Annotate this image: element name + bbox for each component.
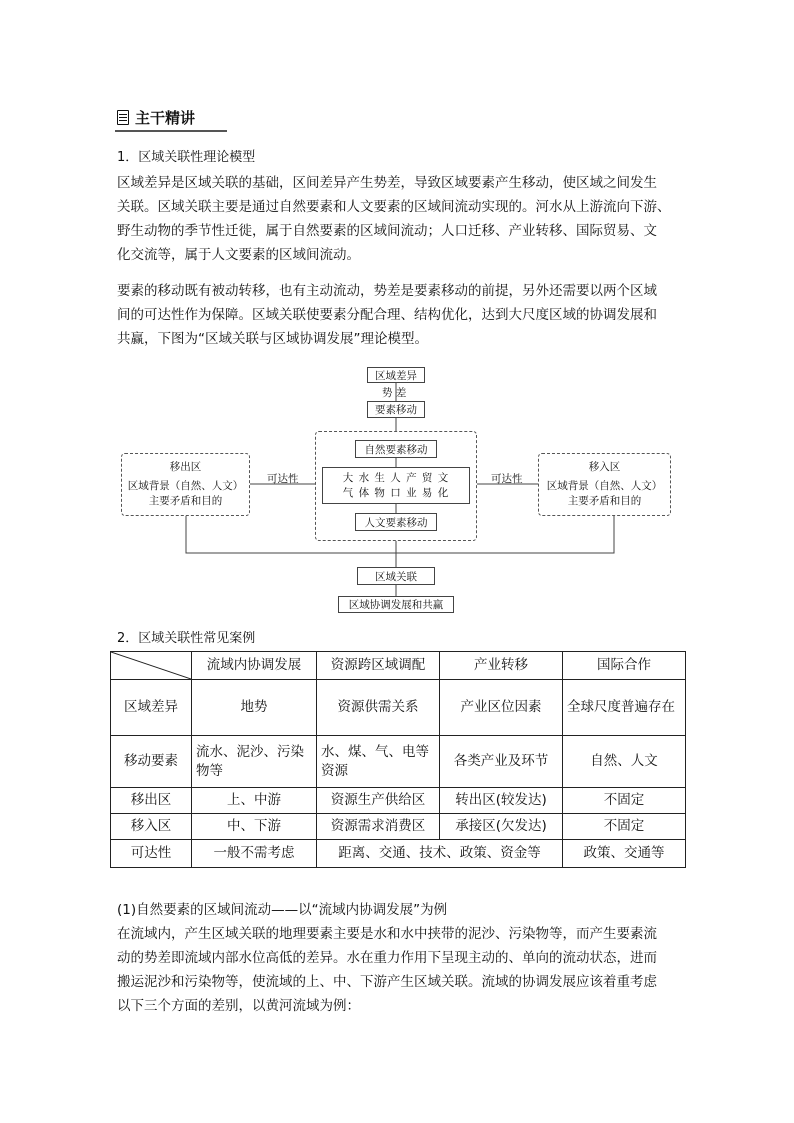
out-region-background: 区域背景（自然、人文） (127, 480, 244, 492)
section-heading (117, 104, 195, 130)
table-cell: 中、下游 (192, 814, 317, 840)
table-cell-merged: 距离、交通、技术、政策、资金等 (317, 840, 563, 868)
out-region-purpose: 主要矛盾和目的 (148, 495, 223, 507)
factors-box (322, 467, 470, 504)
factors-row: 气 体 物 口 业 易 化 (342, 486, 450, 499)
paragraph-line: 关联。区域关联主要是通过自然要素和人文要素的区域间流动实现的。河水从上游流向下游、 (117, 199, 671, 215)
coordinated-development-box: 区域协调发展和共赢 (338, 596, 454, 613)
paragraph-1 (117, 171, 685, 267)
table-row-label: 移入区 (111, 814, 192, 840)
accessibility-label-right: 可达性 (491, 473, 523, 485)
table-header-cell: 流域内协调发展 (192, 652, 317, 680)
table-header-cell: 资源跨区域调配 (317, 652, 440, 680)
table-cell: 资源需求消费区 (317, 814, 440, 840)
table-cell: 承接区(欠发达) (440, 814, 563, 840)
paragraph-line: 以下三个方面的差别，以黄河流域为例： (117, 998, 360, 1014)
factor-group-box (315, 431, 477, 541)
gap-label: 势 差 (382, 387, 407, 399)
table-cell: 资源供需关系 (317, 680, 440, 736)
in-region-purpose: 主要矛盾和目的 (567, 495, 642, 507)
human-move-box: 人文要素移动 (355, 513, 437, 531)
region-difference-box: 区域差异 (367, 367, 425, 383)
region-link-box: 区域关联 (357, 567, 435, 585)
table-corner-cell (111, 652, 192, 680)
in-region-box (538, 453, 671, 516)
in-region-background: 区域背景（自然、人文） (546, 480, 663, 492)
table-row-label: 移动要素 (111, 736, 192, 788)
table-cell: 转出区(较发达) (440, 788, 563, 814)
heading-3: (1)自然要素的区域间流动——以“流域内协调发展”为例 (117, 902, 448, 918)
heading-underline (115, 130, 227, 132)
table-cell: 不固定 (563, 814, 686, 840)
table-cell: 资源生产供给区 (317, 788, 440, 814)
cases-table (110, 651, 686, 868)
table-cell: 各类产业及环节 (440, 736, 563, 788)
document-icon (117, 110, 129, 125)
natural-move-box: 自然要素移动 (355, 440, 437, 458)
table-cell: 流水、泥沙、污染物等 (192, 736, 317, 788)
table-cell: 地势 (192, 680, 317, 736)
out-region-title: 移出区 (169, 461, 202, 473)
table-row-label: 移出区 (111, 788, 192, 814)
table-row (111, 680, 686, 736)
paragraph-line: 野生动物的季节性迁徙，属于自然要素的区域间流动；人口迁移、产业转移、国际贸易、文 (117, 223, 657, 239)
paragraph-line: 要素的移动既有被动转移，也有主动流动，势差是要素移动的前提，另外还需要以两个区域 (117, 283, 657, 299)
table-cell: 产业区位因素 (440, 680, 563, 736)
table-cell: 全球尺度普遍存在 (563, 680, 686, 736)
paragraph-line: 在流域内，产生区域关联的地理要素主要是水和水中挟带的泥沙、污染物等，而产生要素流 (117, 926, 657, 942)
paragraph-3 (117, 922, 685, 1018)
table-row (111, 736, 686, 788)
paragraph-line: 化交流等，属于人文要素的区域间流动。 (117, 247, 360, 263)
paragraph-line: 间的可达性作为保障。区域关联使要素分配合理、结构优化，达到大尺度区域的协调发展和 (117, 307, 657, 323)
accessibility-label-left: 可达性 (267, 473, 299, 485)
table-cell: 上、中游 (192, 788, 317, 814)
factors-row: 大 水 生 人 产 贸 文 (342, 471, 450, 484)
table-header-row (111, 652, 686, 680)
table-row (111, 814, 686, 840)
section-title: 主干精讲 (135, 108, 196, 127)
table-row-label: 可达性 (111, 840, 192, 868)
in-region-title: 移入区 (588, 461, 621, 473)
factor-move-box: 要素移动 (367, 401, 425, 418)
table-cell: 政策、交通等 (563, 840, 686, 868)
heading-2: 2．区域关联性常见案例 (117, 631, 256, 646)
paragraph-2 (117, 279, 685, 351)
table-header-cell: 国际合作 (563, 652, 686, 680)
paragraph-line: 搬运泥沙和污染物等，使流域的上、中、下游产生区域关联。流域的协调发展应该着重考虑 (117, 974, 657, 990)
table-row-label: 区域差异 (111, 680, 192, 736)
table-cell: 一般不需考虑 (192, 840, 317, 868)
table-cell: 不固定 (563, 788, 686, 814)
paragraph-line: 区域差异是区域关联的基础，区间差异产生势差，导致区域要素产生移动，使区域之间发生 (117, 175, 657, 191)
table-row (111, 788, 686, 814)
table-cell: 自然、人文 (563, 736, 686, 788)
heading-1: 1．区域关联性理论模型 (117, 150, 256, 165)
paragraph-line: 动的势差即流域内部水位高低的差异。水在重力作用下呈现主动的、单向的流动状态，进而 (117, 950, 657, 966)
table-row (111, 840, 686, 868)
table-cell: 水、煤、气、电等资源 (317, 736, 440, 788)
paragraph-line: 共赢，下图为“区域关联与区域协调发展”理论模型。 (117, 331, 428, 347)
table-header-cell: 产业转移 (440, 652, 563, 680)
out-region-box (121, 453, 250, 516)
